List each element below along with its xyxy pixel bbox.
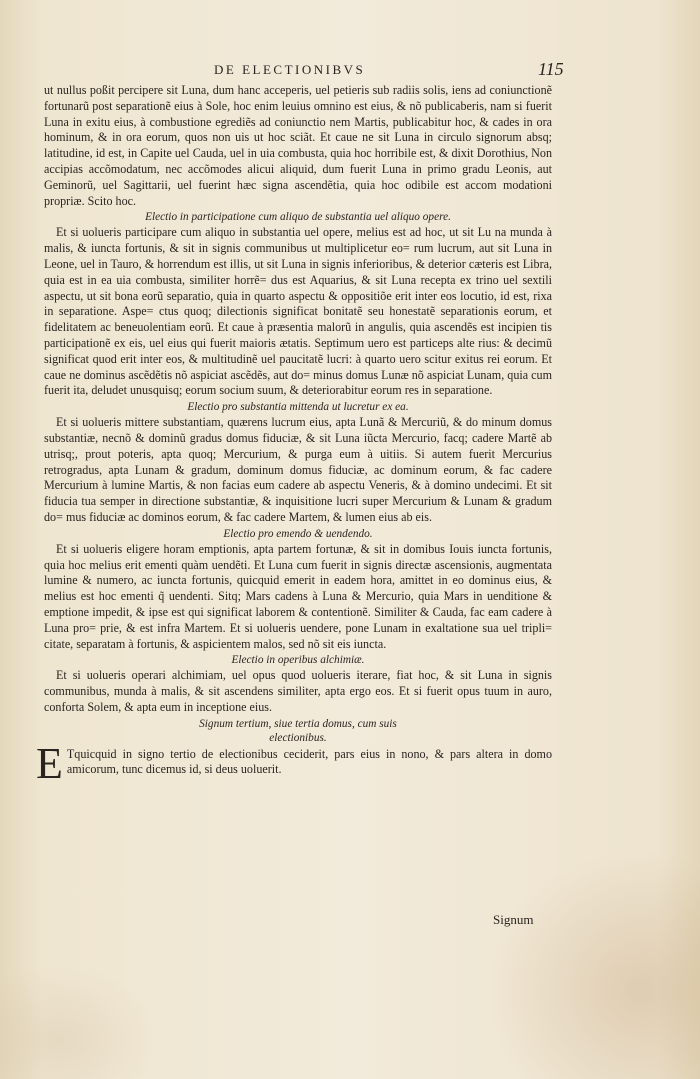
chapter-heading-line: Signum tertium, siue tertia domus, cum suis: [199, 717, 397, 730]
page-number: 115: [538, 59, 564, 79]
paragraph: Et si uolueris mittere substantiam, quærens lucrum eius, apta Lunã & Mercuriũ, & do minum domus substantiæ, necnõ & dominũ gradus domus fiduciæ, & sit Luna iũcta Mercurio, facq; cadere Martẽ ab utrisq;, prout poteris, apta quoq; Mercurium, & purga eum à uitiis. Si autem fuerit Mercurius retrogradus, apta Lunam & gradum, dominum domus fiduciæ, ac dominum eorum, & fac cadere Mercurium à lumine Martis, & non facias eum cadere ab aspectu Veneris, & à domino undecimi. Et sit fiducia tua semper in directione substantiæ, & inquisitione lucri super Mercurium & Lunam & gradum do= mus fiduciæ ac dominos eorum, & fac cadere Martem, & lumen eius ab eis.: [44, 415, 552, 524]
chapter-heading: [44, 717, 552, 745]
section-heading: Electio pro emendo & uendendo.: [223, 527, 373, 540]
section-heading: Electio pro substantia mittenda ut lucretur ex ea.: [187, 401, 409, 414]
drop-cap-initial: E: [36, 738, 63, 788]
page-header: [0, 59, 700, 84]
chapter-opening-paragraph: [36, 738, 552, 788]
running-head: DE ELECTIONIBVS: [214, 62, 366, 77]
paragraph: Et si uolueris participare cum aliquo in substantia uel opere, melius est ad hoc, ut sit Lu na munda à malis, & iuncta fortunis, & sit in signis communibus ut multiplicetur eo= rum lucrum, aut sit Luna in Leone, uel in Tauro, & horrendum est illis, ut sit Luna in signis inferioribus, & deterior cæteris est Libra, quia est in ea uia combusta, similiter horrẽ= dus est Aquarius, & sit Luna recepta ex trino uel sextili aspectu, ut sit bona eorũ separatio, quia in quarto aspectu & oppositiõe erit inter eos locutio, id est, rixa in separatione. Aspe= ctus quoq; dilectionis significat bonitatẽ seu honestatẽ separationis eorum, et fidelitatem ac beneuolentiam eorũ. Et caue à præsentia malorũ in angulis, quia ascendẽs est incipien tis participationẽ ex eis, uel eius qui fuerit maioris ætatis. Septimum uero est particeps alte rius: & decimũ significat quod erit inter eos, & multitudinẽ uel paucitatẽ lucri: à quarto uero scitur exitus rei eorum. Et caue ne dominus ascẽdẽtis nõ aspiciat ascẽdẽs, aut do= minus domus Lunæ nõ aspiciat Lunam, quia cum fuerit ita, deludet unusquisq; eorum socium suum, & deteriorabitur eorum res in separatione.: [44, 225, 552, 398]
section-heading: Electio in participatione cum aliquo de substantia uel aliquo opere.: [145, 211, 451, 224]
section-heading: Electio in operibus alchimiæ.: [231, 654, 365, 667]
catchword: Signum: [493, 912, 534, 927]
chapter-heading-line: electionibus.: [269, 731, 327, 744]
main-text-block: [36, 83, 552, 788]
paragraph: ut nullus poßit percipere sit Luna, dum hanc acceperis, uel petieris sub radiis solis, iens ad coniunctionẽ fortunarũ post separationẽ eius à Sole, hoc enim leuius omnino est eius, & nõ publicaberis, nam si fuerit Luna in exitu eius, à combustione egrediẽs ad coniunctio nem Martis, publicabitur hoc, & cades in ora hominum, & in ora eorum, quos non uis ut hoc sciãt. Et caue ne sit Luna in circulo signorum absq; latitudine, id est, in Capite uel Cauda, uel in uia combusta, quia hoc horribile est, & dixit Dorothius, Non accipias accõmodatum, nec accõmodes alicui aliquid, dum fuerit Luna in primo gradu Leonis, aut Geminorũ, uel Sagittarii, uel fuerint hæc signa ascendẽtia, quia hoc odibile est accom modationi propriæ. Scito hoc.: [44, 83, 552, 208]
paragraph: Et si uolueris eligere horam emptionis, apta partem fortunæ, & sit in domibus Iouis iuncta fortunis, quia hoc melius erit ementi quàm uendẽti. Et Luna cum fuerit in signis directæ ascensionis, augmentata lumine & numero, ac iuncta fortunis, quicquid emerit in eadem hora, amittet in eo dominus eius, & melius est hoc ementi q̃ uendenti. Sitq; Mars cadens à Luna & Mercurio, quia Mars in uenditione & emptione impedit, & ipse est qui significat laborem & contentionẽ. Similiter & Cauda, fac eam cadere à Luna pro= prie, & est infra Martem. Et si uolueris uendere, pone Lunam in exaltatione sua uel tripli= citate, separatam à fortunis, & aspicientem malos, sed nõ sit eis iuncta.: [44, 541, 552, 651]
paragraph: Tquicquid in signo tertio de electionibus ceciderit, pars eius in nono, & pars altera in domo amicorum, tunc dicemus id, si deus uoluerit.: [66, 746, 552, 777]
paragraph: Et si uolueris operari alchimiam, uel opus quod uolueris iterare, fiat hoc, & sit Luna in signis communibus, munda à malis, & sit ascendens similiter, apta ergo eos. Et si fuerit opus tuum in auro, conforta Solem, & apta eum in inceptione eius.: [44, 668, 552, 714]
